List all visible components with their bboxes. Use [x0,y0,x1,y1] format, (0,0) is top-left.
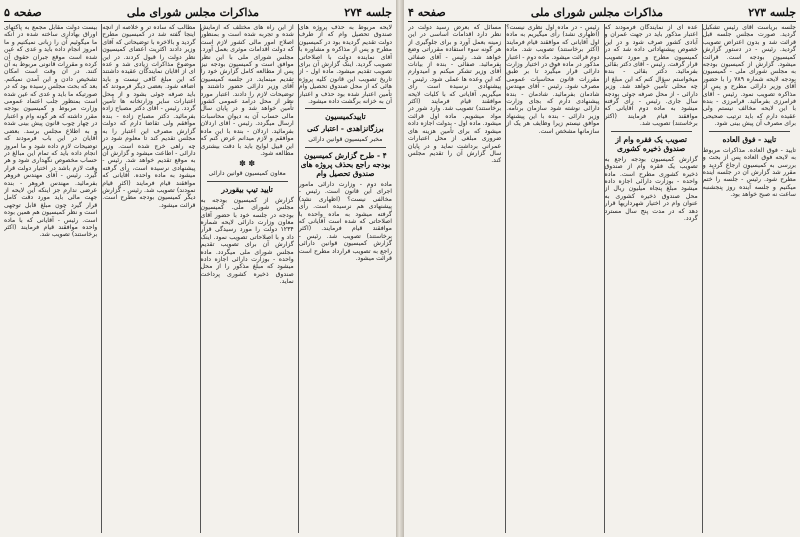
left-column-3 [200,24,294,533]
text-block: جلسه بریاست آقای رئیس تشکیل گردید. صورت مجلس جلسه قبل قرائت شد و بدون اعتراض تصویب گردید. رئیس - در دستور گزارش کمیسیون بودجه است. قرائت میشود. گزارش از کمیسیون بودجه به مجلس شورای ملی - کمیسیون بودجه لایحه شماره ۷۸۹ را با حضور آقای وزیر دارائی مطرح و پس از مذاکره تصویب نمود. رئیس - آقای فرامرزی بفرمائید. فرامرزی - بنده با این لایحه مخالف نیستم ولی عقیده دارم که باید ترتیب صحیحی برای مصرف آن پیش بینی شود. [702,24,796,128]
page-gutter [396,0,404,537]
text-block: گزارش کمیسیون بودجه راجع به تصویب یک فقره وام از صندوق ذخیره کشوری مطرح است. ماده واحده - بوزارت دارائی اجازه داده میشود مبلغ پنجاه میلیون ریال از محل صندوق ذخیره کشوری به عنوان وام در اختیار شهرداریها قرار دهد که در مدت پنج سال مسترد گردد. [604,155,698,222]
text-block: لایحه مربوط به حذف پروژه های صندوق تحصیل وام که از طرف دولت تقدیم گردیده بود در کمیسیون مطرح و پس از مذاکره و مشاوره با آقای نماینده دولت با اصلاحاتی تصویب گردید. اینک گزارش آن برای تصویب تقدیم میشود. ماده اول - از تاریخ تصویب این قانون کلیه پروژه هائی که از محل صندوق تحصیل وام تأمین اعتبار شده بود حذف و اعتبار آن به خزانه برگشت داده میشود. [298,24,392,106]
signature: مخبر کمیسیون قوانین دارائی [308,136,383,144]
divider [611,131,692,132]
right-header-title: مذاکرات مجلس شورای ملی [530,5,664,19]
right-header-page: صفحه ۴ [408,5,446,19]
text-block: مسائل که بعرض رسید دولت در نظر دارد اقدامات اساسی در این زمینه بعمل آورد و برای جلوگیری از هر گونه سوء استفاده مقرراتی وضع خواهد شد. رئیس - آقای صفائی بفرمائید. صفائی - بنده از بیانات آقای وزیر تشکر میکنم و امیدوارم که این وعده ها عملی شود. رئیس - پیشنهادی نرسیده است رأی میگیریم. آقایانی که با کلیات لایحه موافقند قیام فرمایند (اکثر برخاستند) تصویب شد. وارد شور در مواد میشویم. ماده اول قرائت میشود. ماده اول - بدولت اجازه داده میشود که برای تأمین هزینه های ضروری مبلغی از محل اعتبارات عمرانی برداشت نماید و در پایان سال گزارش آن را تقدیم مجلس کند. [408,24,502,165]
section-heading: برزگانزاهدی - اعتبار کنی [307,124,384,134]
left-header-page: صفحه ۵ [4,5,42,19]
divider [709,131,790,132]
text-block: گزارش از کمیسیون بودجه به مجلس شورای ملی. کمیسیون بودجه در جلسه خود با حضور آقای معاون وزارت دارائی لایحه شماره ۱۲۳۴ دولت را مورد رسیدگی قرار داد و با اصلاحاتی تصویب نمود. اینک گزارش آن برای تصویب تقدیم مجلس شورای ملی میگردد. ماده واحده - بوزارت دارائی اجازه داده میشود که مبلغ مذکور را از محل صندوق ذخیره کشوری پرداخت نماید. [200,196,294,286]
ornament: ✽ ✽ [239,159,256,169]
text-block: رئیس - در ماده اول نظری نیست؟ (اظهاری نشد) رأی میگیریم به ماده اول آقایانی که موافقند قیام فرمایند (اکثر برخاستند) تصویب شد. ماده دوم قرائت میشود. ماده دوم - اعتبار مذکور در ماده فوق در اختیار وزارت دارائی قرار میگیرد تا بر طبق مقررات قانون محاسبات عمومی مصرف شود. رئیس - آقای مهندس شادمان بفرمائید. شادمان - بنده پیشنهادی دارم که بجای وزارت دارائی نوشته شود سازمان برنامه. وزیر دارائی - بنده با این پیشنهاد موافق نیستم زیرا وظایف هر یک از سازمانها مشخص است. [506,24,600,135]
signature: معاون کمیسیون قوانین دارائی [208,170,286,178]
section-heading: تاییدکمیسیون [325,112,366,122]
right-column-2 [505,24,599,533]
text-block: عده ای از نمایندگان فرمودند که اعتبار مذکور باید در جهت عمران و آبادی کشور صرف شود و در این خصوص پیشنهاداتی داده شد که در کمیسیون مطرح و مورد تصویب قرار گرفت. رئیس - آقای دکتر بقائی بفرمائید. دکتر بقائی - بنده میخواستم سؤال کنم که این مبلغ از چه محلی تأمین خواهد شد. وزیر دارائی - از محل صرفه جوئی بودجه سال جاری. رئیس - رأی گرفته میشود به ماده دوم آقایانی که موافقند قیام فرمایند (اکثر برخاستند) تصویب شد. [604,24,698,128]
divider [207,181,288,182]
text-block: تایید - فوق العاده. مذاکرات مربوط به لایحه فوق العاده پس از بحث و بررسی به کمیسیون ارجاع گردید و مقرر شد گزارش آن در جلسه آینده مطرح شود. رئیس - جلسه را ختم میکنیم و جلسه آینده روز پنجشنبه ساعت نه صبح خواهد بود. [702,146,796,199]
section-heading: تایید - فوق العاده [722,134,777,144]
right-column-3 [604,24,698,533]
left-columns [4,24,392,533]
section-heading: ۴ - طرح گزارش کمیسیون بودجه راجع بحذف پروژه های صندوق تحصیل وام [300,150,391,178]
section-heading: تصویب یک فقره وام از صندوق ذخیره کشوری [615,134,687,153]
divider [305,108,386,109]
right-header-session: جلسه ۲۷۳ [748,5,796,19]
left-column-1 [4,24,97,533]
left-header-title: مذاکرات مجلس شورای ملی [126,5,260,19]
divider [305,147,386,148]
right-column-4 [702,24,796,533]
left-column-4 [298,24,392,533]
right-column-1 [408,24,501,533]
text-block: مطالب که ساده تر و خلاصه از آنچه اینجا گفته شد در کمیسیون مطرح گردید و بالاخره با توضیحاتی که آقای وزیر دادند اکثریت اعضای کمیسیون نظر دولت را قبول کردند. در این موضوع مذاکرات زیادی شد و عده ای از آقایان نمایندگان عقیده داشتند که این مبلغ کافی نیست و باید اضافه شود. بعضی دیگر فرمودند که باید صرفه جوئی بشود و از محل اعتبارات سایر وزارتخانه ها تأمین گردد. رئیس - آقای دکتر مصباح زاده بفرمائید. دکتر مصباح زاده - بنده موافقم ولی تقاضا دارم که دولت گزارش مصرف این اعتبار را به مجلس تقدیم کند تا معلوم شود در چه راهی خرج شده است. وزیر دارائی - اطاعت میشود و گزارش آن به موقع تقدیم خواهد شد. رئیس - پیشنهادی نرسیده است، رأی گرفته میشود به ماده واحده. آقایانی که موافقند قیام فرمایند (اکثر قیام نمودند) تصویب شد. رئیس - گزارش دیگر کمیسیون بودجه مطرح است. قرائت میشود. [102,24,196,209]
left-page-header [4,3,392,22]
text-block: بیست دولت مقابل مجمع به پاکتهای اوراق بهاداری ساخته شده در آنکه ما میگوئیم آن را زبانی نمیکنیم و ما امروز انجام داده باید و عدی که عین شده است موقع جبران حقوق آن کرده و مقررات قانونی مربوط به آن کنند. در آن وقت است امکان تشخیص دادن و این آمدن نمیکنم. بعد که بحث مجلس رسیده بود که در صورتیکه ما باید و عدی که عین شده است بمنظور جلب اعتماد عمومی وزارت مربوط و کمیسیون بودجه مقرر داشته که هر گونه وام و اعتبار در چهار چوب قانون پیش بینی شده و به اطلاع مجلس برسد. بعضی آقایان در این باب فرمودند که توضیحات لازم داده شود و ما امروز انجام داده باید که تمام این مبالغ در حساب مخصوص نگهداری شود و هر وقت لازم باشد در اختیار دولت قرار گیرد. رئیس - آقای مهندس فروهر بفرمائید. مهندس فروهر - بنده عرضی ندارم جز اینکه این لایحه از جهت مالی باید مورد دقت کامل قرار گیرد چون مبلغ قابل توجهی است و نظر کمیسیون هم همین بوده است. رئیس - آقایانی که با ماده واحده موافقند قیام فرمایند (اکثر برخاستند) تصویب شد. [4,24,98,239]
right-page [404,0,800,537]
right-columns [408,24,796,533]
right-page-header [408,3,796,22]
left-header-session: جلسه ۲۷۴ [344,5,392,19]
left-column-2 [101,24,195,533]
section-heading: تایید تیپ بیقوردر [221,184,273,194]
left-page [0,0,396,537]
text-block: ماده دوم - وزارت دارائی مامور اجرای این قانون است. رئیس - مخالفی نیست؟ (اظهاری نشد) پیشنهادی هم نرسیده است. رأی گرفته میشود به ماده واحده با اصلاحاتی که شده است آقایانی که موافقند قیام فرمایند. (اکثر برخاستند) تصویب شد. رئیس - گزارش کمیسیون قوانین دارائی راجع به تصویب قرارداد مطرح است قرائت میشود. [298,180,392,262]
text-block: از این راه های مختلف که آزمایش شده و تجربه شده است و بمنظور اصلاح امور مالی کشور لازم است که دولت اقدامات موثری بعمل آورد. مجلس شورای ملی با این نظر موافق است و کمیسیون بودجه نیز پس از مطالعه کامل گزارش خود را تقدیم مینماید. در جلسه کمیسیون آقای وزیر دارائی حضور داشتند و توضیحات لازم را دادند. اعتبار مورد نظر از محل درآمد عمومی کشور تأمین خواهد شد و در پایان سال مالی حساب آن به دیوان محاسبات ارسال میگردد. رئیس - آقای اردلان بفرمائید. اردلان - بنده با این ماده موافقم و لازم میدانم عرض کنم که این قبیل لوایح باید با دقت بیشتری مطالعه شود. [200,24,294,157]
